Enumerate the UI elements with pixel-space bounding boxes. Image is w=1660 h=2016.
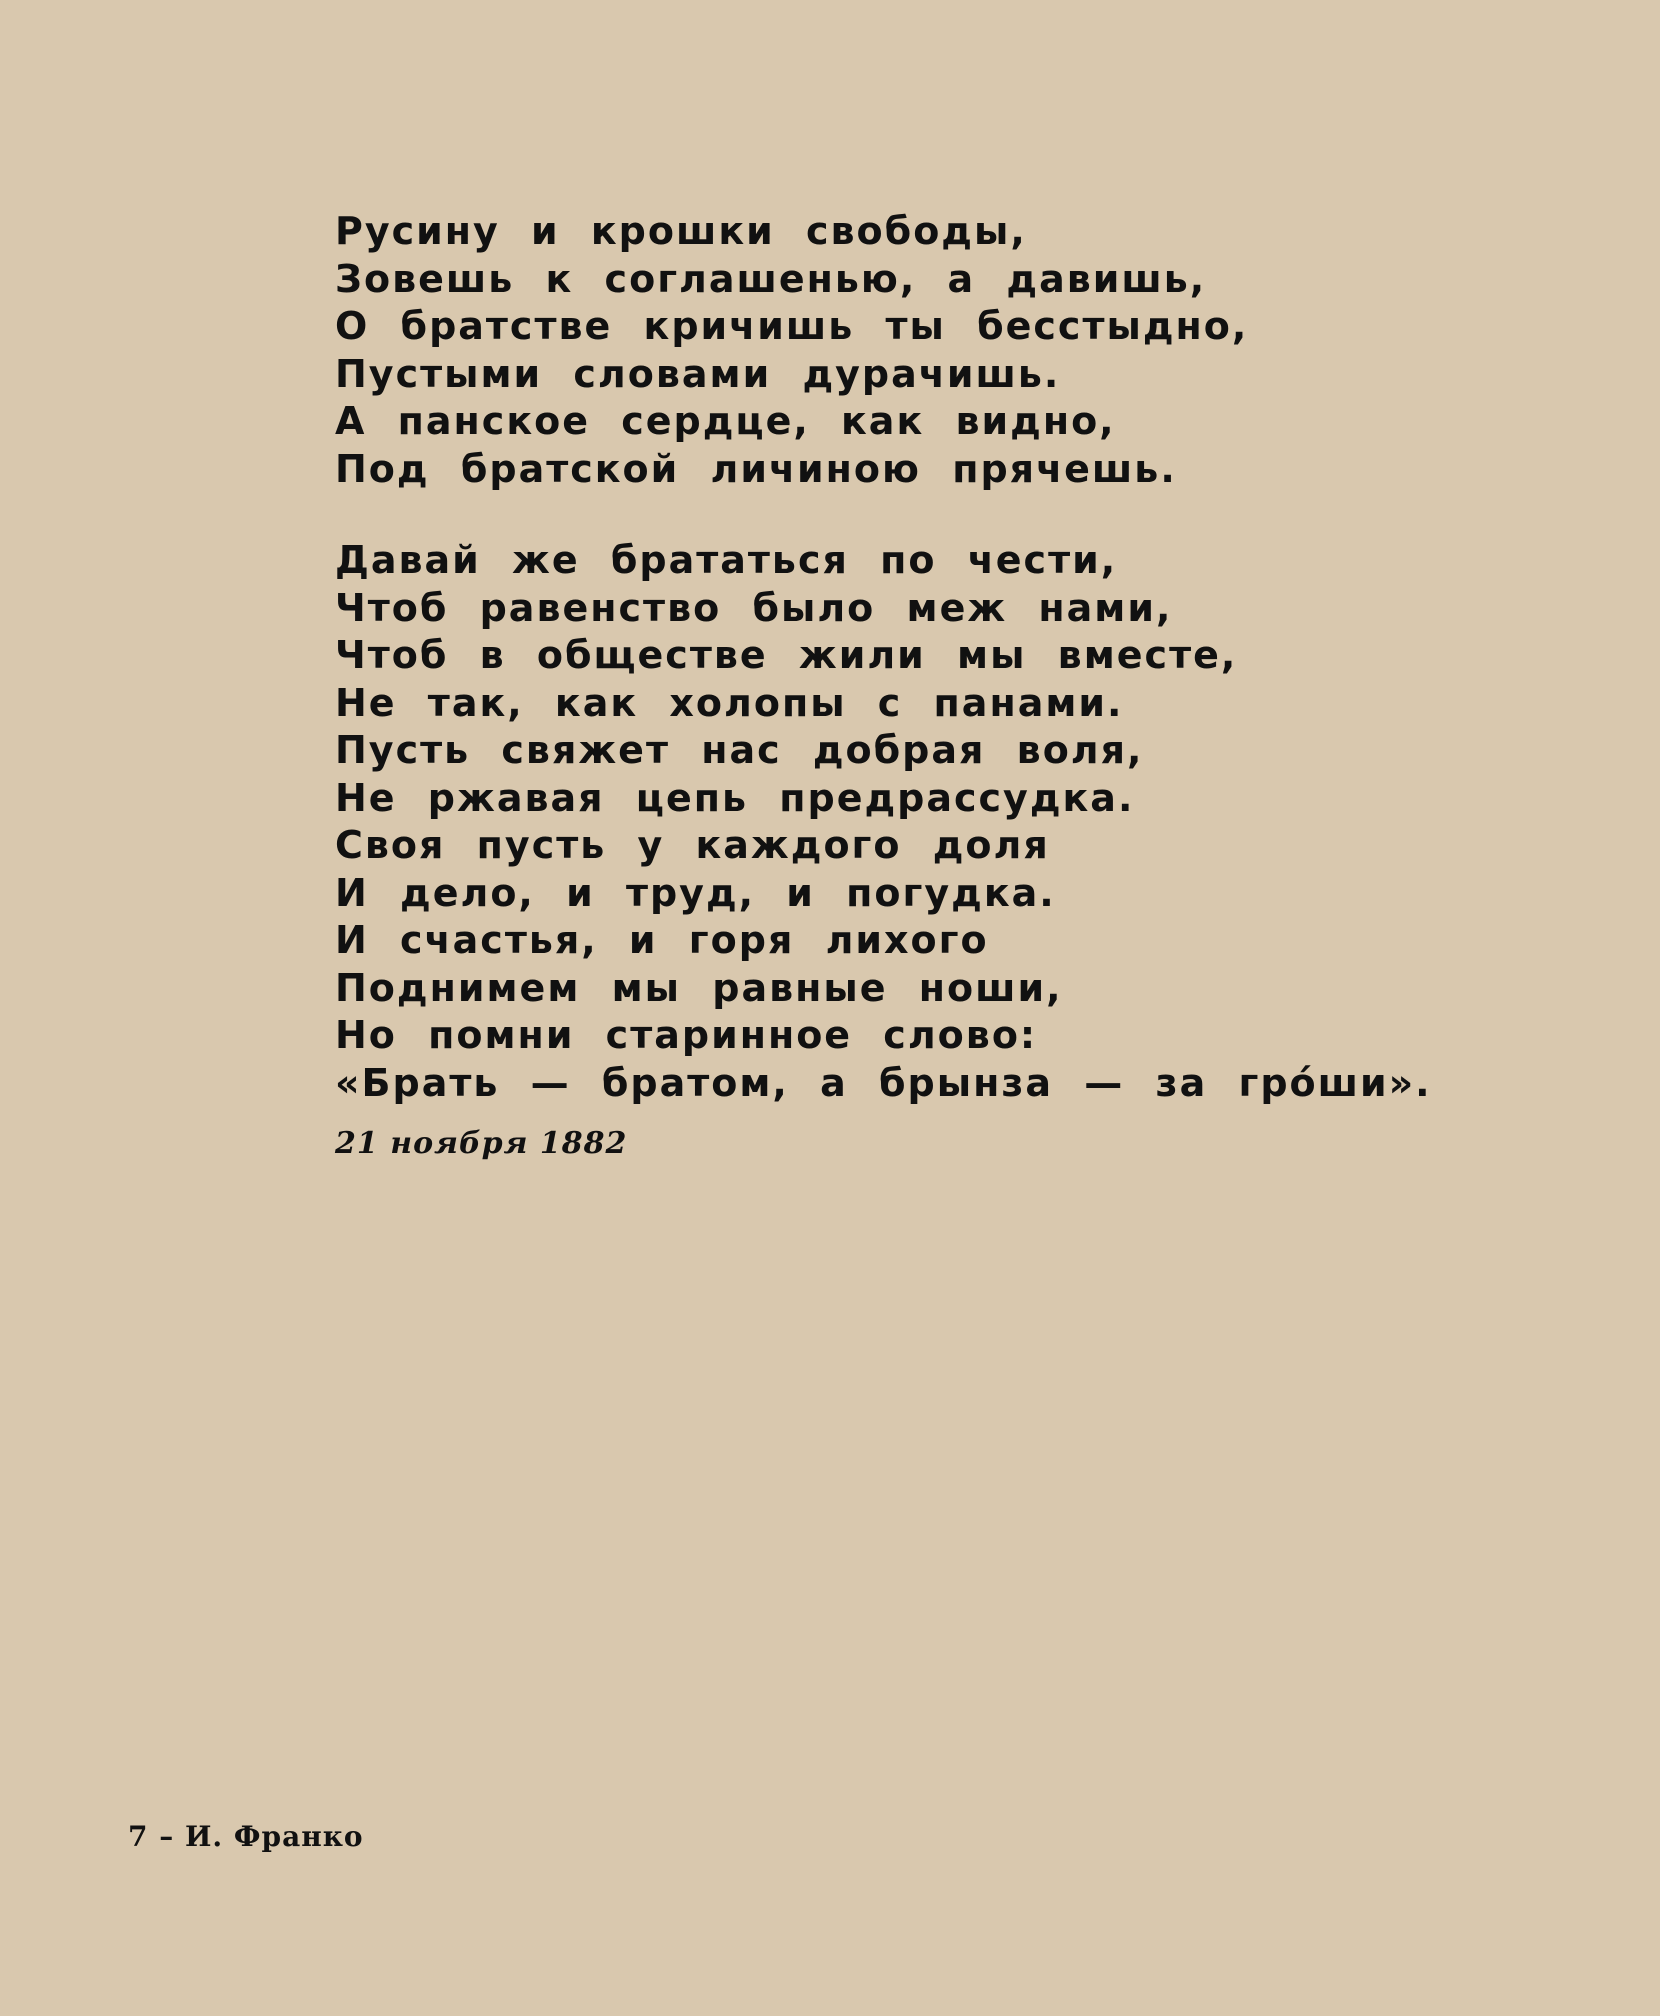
poem-line: Зовешь к соглашенью, а давишь, bbox=[335, 256, 1207, 301]
poem-text bbox=[335, 208, 1475, 1107]
poem-line: А панское сердце, как видно, bbox=[335, 399, 1116, 443]
poem-line: Под братской личиною прячешь. bbox=[335, 446, 1177, 491]
poem-line: Своя пусть у каждого доля bbox=[335, 823, 1050, 867]
poem-line: И дело, и труд, и погудка. bbox=[335, 870, 1056, 915]
poem-line: Чтоб равенство было меж нами, bbox=[335, 585, 1173, 630]
poem-line: Не ржавая цепь предрассудка. bbox=[335, 775, 1135, 820]
poem-line: Давай же брататься по чести, bbox=[335, 538, 1118, 582]
poem-line: Пусть свяжет нас добрая воля, bbox=[335, 728, 1144, 772]
poem-line: И счастья, и горя лихого bbox=[335, 918, 989, 962]
poem-line: Пустыми словами дурачишь. bbox=[335, 351, 1061, 396]
poem-line: Но помни старинное слово: bbox=[335, 1013, 1038, 1057]
poem-line: О братстве кричишь ты бесстыдно, bbox=[335, 304, 1249, 348]
poem-line: Русину и крошки свободы, bbox=[335, 209, 1027, 253]
poem-line: Поднимем мы равные ноши, bbox=[335, 965, 1063, 1010]
poem-line: Не так, как холопы с панами. bbox=[335, 680, 1124, 725]
poem-line: Чтоб в обществе жили мы вместе, bbox=[335, 633, 1238, 677]
stanza-1 bbox=[335, 208, 1475, 493]
stanza-2 bbox=[335, 537, 1475, 1107]
poem-line: «Брать — братом, а брынза — за грóши». bbox=[335, 1060, 1432, 1105]
page-signature-footer: 7 – И. Франко bbox=[128, 1820, 364, 1853]
poem-date: 21 ноября 1882 bbox=[335, 1126, 628, 1161]
